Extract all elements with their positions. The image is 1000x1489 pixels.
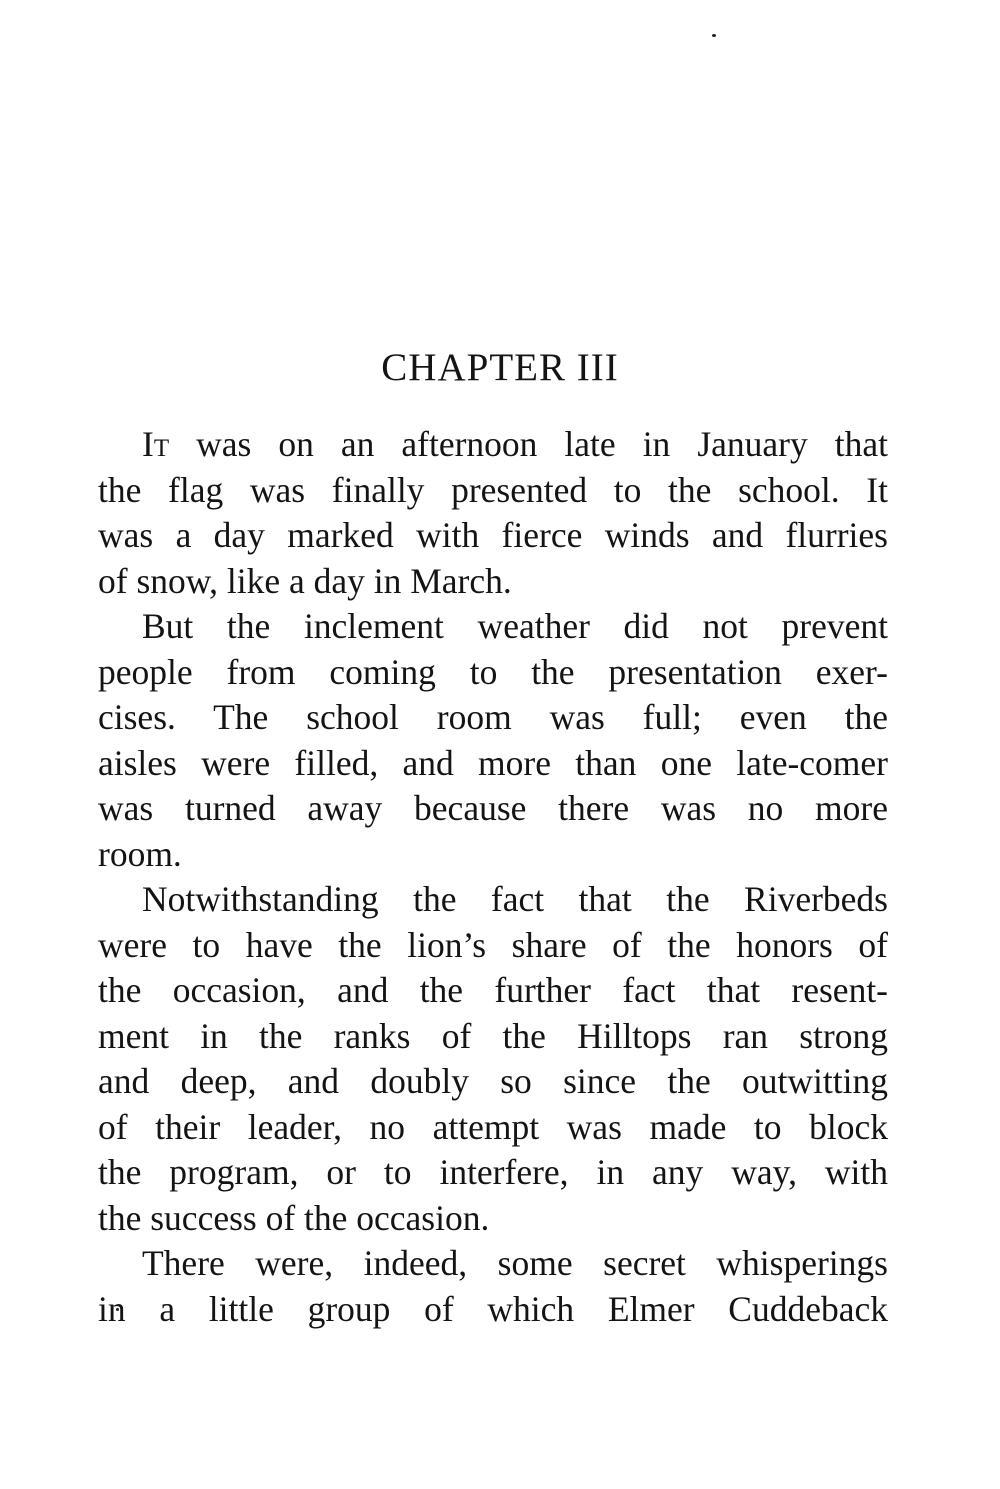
paragraph-1: [98, 422, 888, 604]
text-line: But the inclement weather did not prevent: [142, 606, 888, 646]
text-line: the occasion, and the further fact that resent-: [98, 970, 888, 1010]
paragraph-2: [98, 604, 888, 877]
paragraph-4: [98, 1241, 888, 1332]
text-line: were to have the lion’s share of the honors of: [98, 924, 888, 965]
paragraph-3: [98, 877, 888, 1241]
text-line: the flag was finally presented to the school. It: [98, 469, 888, 510]
text-line: cises. The school room was full; even the: [98, 697, 888, 737]
text-line: There were, indeed, some secret whisperings: [142, 1243, 888, 1283]
text-line: was a day marked with fierce winds and flurries: [98, 515, 888, 555]
text-line: aisles were filled, and more than one late-comer: [98, 742, 888, 783]
text-line: was turned away because there was no more: [98, 788, 888, 828]
text-line: of snow, like a day in March.: [98, 560, 512, 601]
print-speck: [712, 34, 716, 37]
text-line: and deep, and doubly so since the outwitting: [98, 1061, 888, 1101]
text-line: room.: [98, 833, 182, 874]
text-line: ment in the ranks of the Hilltops ran strong: [98, 1015, 888, 1056]
text-line: of their leader, no attempt was made to block: [98, 1106, 888, 1147]
text-line: in a little group of which Elmer Cuddeback: [98, 1288, 888, 1329]
text-line: the program, or to interfere, in any way, with: [98, 1152, 888, 1192]
text-line: It was on an afternoon late in January that: [142, 424, 888, 464]
text-line: the success of the occasion.: [98, 1197, 490, 1238]
chapter-heading: CHAPTER III: [381, 346, 619, 389]
text-line: people from coming to the presentation exer-: [98, 651, 888, 692]
drop-lead-word: It: [142, 424, 170, 464]
text-line: Notwithstanding the fact that the Riverbeds: [142, 879, 888, 919]
chapter-body: [98, 422, 888, 1332]
